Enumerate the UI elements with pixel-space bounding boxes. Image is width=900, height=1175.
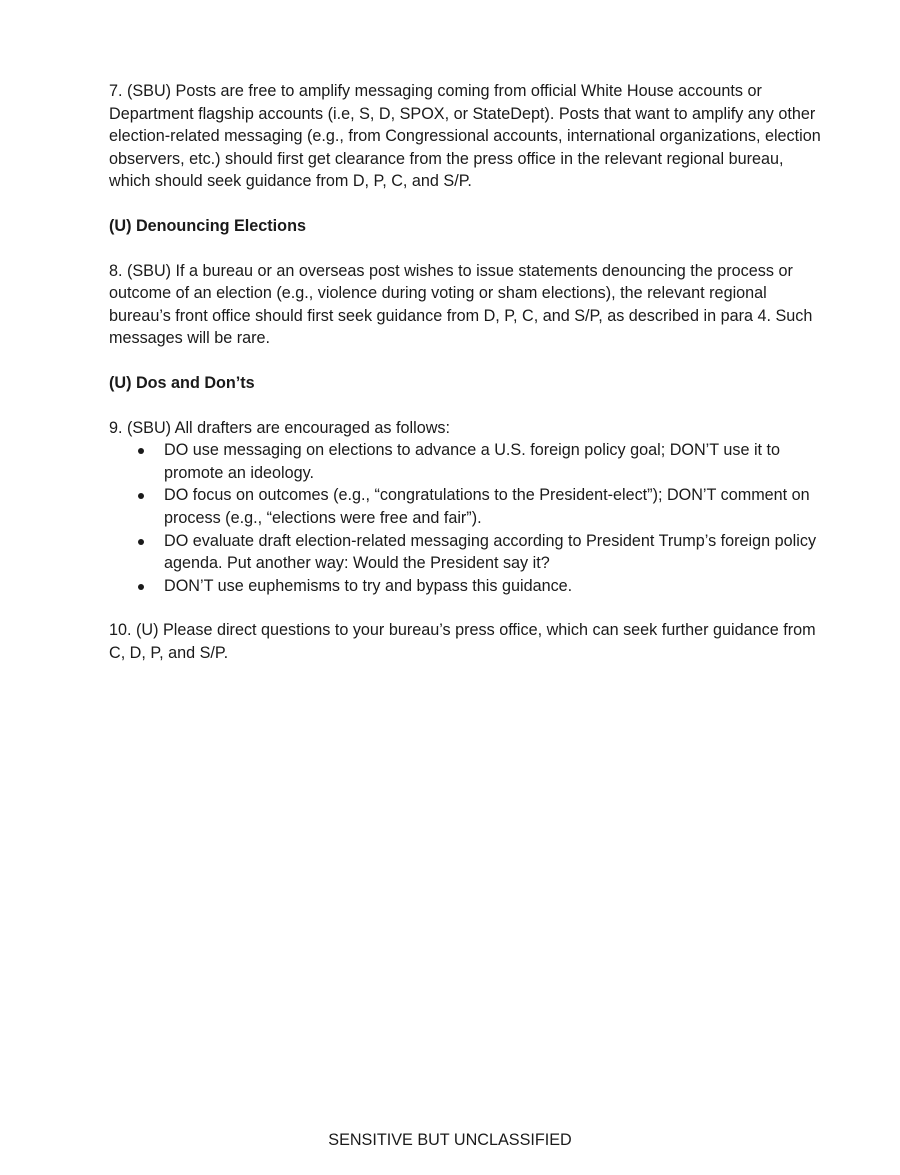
list-item-text: DO evaluate draft election-related messaging according to President Trump’s foreign policy agenda. Put another way: Would the President say it? bbox=[164, 531, 817, 573]
heading-denouncing-elections: (U) Denouncing Elections bbox=[109, 216, 306, 235]
paragraph-10: 10. (U) Please direct questions to your bureau’s press office, which can seek further guidance from C, D, P, and S/P. bbox=[109, 621, 816, 662]
spacer bbox=[109, 238, 829, 260]
paragraph-7: 7. (SBU) Posts are free to amplify messaging coming from official White House accounts or Department flagship accounts (i.e, S, D, SPOX, or StateDept). Posts that want to amplify any other election-related messaging (e.g., from Congressional accounts, international organizations, election observers, etc.) should first get clearance from the press office in the relevant regional bureau, which should seek guidance from D, P, C, and S/P. bbox=[109, 82, 821, 191]
paragraph-9-intro: 9. (SBU) All drafters are encouraged as follows: bbox=[109, 418, 450, 437]
spacer bbox=[109, 597, 829, 619]
paragraph-8: 8. (SBU) If a bureau or an overseas post wishes to issue statements denouncing the process or outcome of an election (e.g., violence during voting or sham elections), the relevant regional bureau’s front office should first seek guidance from D, P, C, and S/P, as described in para 4. Such messages will be rare. bbox=[109, 261, 813, 348]
heading-dos-and-donts: (U) Dos and Don’ts bbox=[109, 373, 255, 392]
list-item-text: DO use messaging on elections to advance a U.S. foreign policy goal; DON’T use it to promote an ideology. bbox=[164, 441, 781, 482]
list-item-text: DO focus on outcomes (e.g., “congratulations to the President-elect”); DON’T comment on process (e.g., “elections were free and fair”). bbox=[164, 486, 810, 527]
classification-footer: SENSITIVE BUT UNCLASSIFIED bbox=[328, 1131, 572, 1149]
list-item-text: DON’T use euphemisms to try and bypass this guidance. bbox=[164, 576, 573, 595]
bullet-icon bbox=[138, 539, 144, 545]
list-item bbox=[109, 575, 829, 598]
spacer bbox=[109, 193, 829, 215]
spacer bbox=[109, 350, 829, 372]
list-item bbox=[109, 484, 829, 529]
dos-donts-list bbox=[109, 439, 829, 597]
list-item bbox=[109, 439, 829, 484]
list-item bbox=[109, 530, 829, 575]
bullet-icon bbox=[138, 448, 144, 454]
spacer bbox=[109, 395, 829, 417]
document-body bbox=[109, 80, 829, 664]
bullet-icon bbox=[138, 493, 144, 499]
bullet-icon bbox=[138, 584, 144, 590]
